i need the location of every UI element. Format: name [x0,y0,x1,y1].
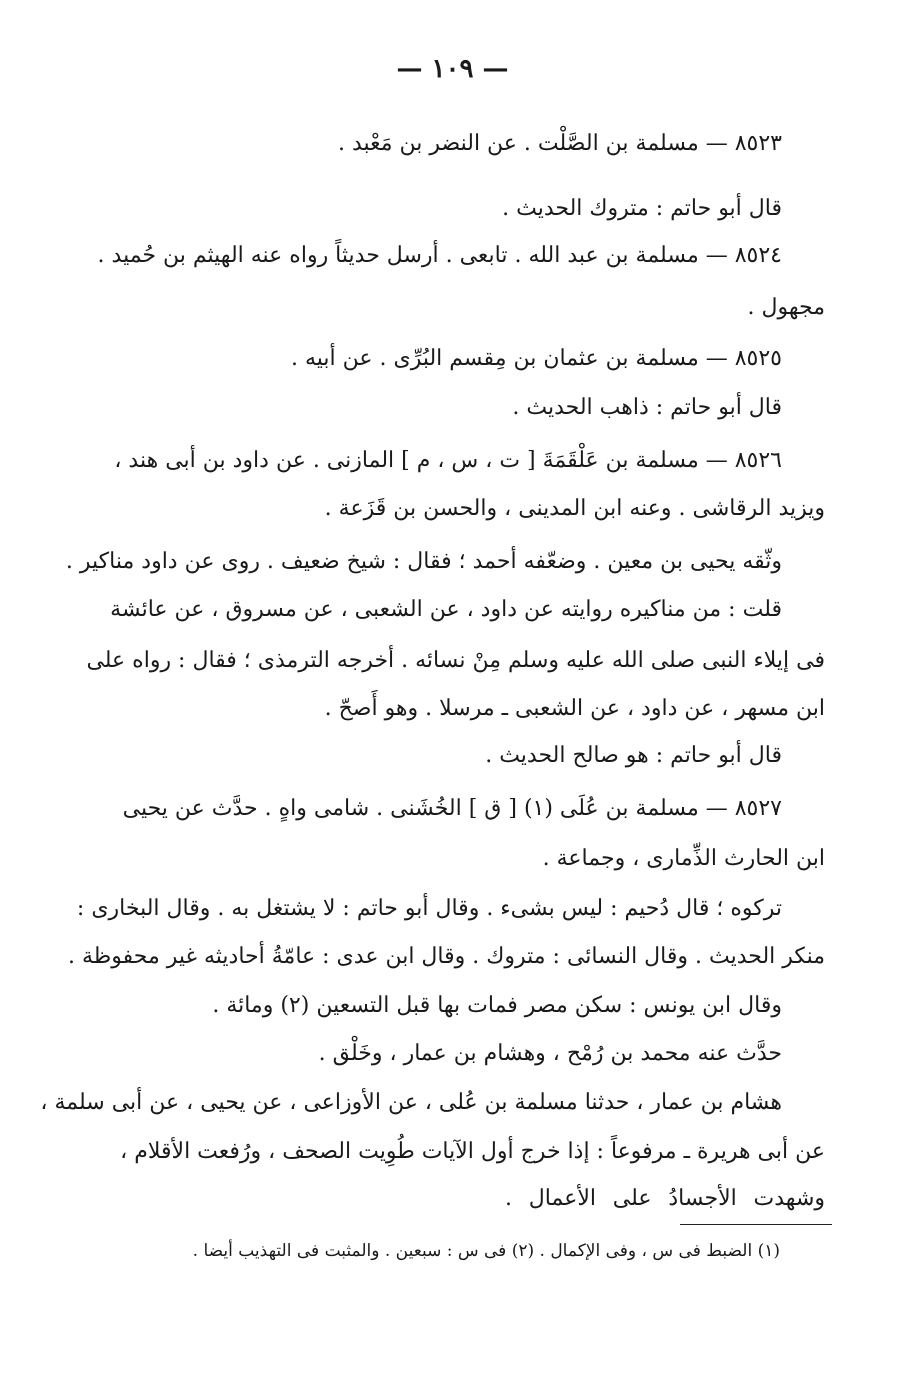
entry-8523-line: ٨٥٢٣ — مسلمة بن الصَّلْت . عن النضر بن مَعْبد . [337,131,782,156]
footnote-separator [680,1224,832,1225]
text-line: مجهول . [747,295,825,320]
hadith-text-line: عن أبى هريرة ـ مرفوعاً : إذا خرج أول الآيات طُوِيت الصحف ، ورُفعت الأقلام ، [120,1139,825,1164]
text-line: فى إيلاء النبى صلى الله عليه وسلم مِنْ نسائه . أخرجه الترمذى ؛ فقال : رواه على [86,648,825,673]
entry-8524-line: ٨٥٢٤ — مسلمة بن عبد الله . تابعى . أرسل حديثاً رواه عنه الهيثم بن حُميد . [97,243,782,268]
text-line: ويزيد الرقاشى . وعنه ابن المدينى ، والحسن بن قَزَعة . [324,496,825,521]
text-line: ابن الحارث الذِّمارى ، وجماعة . [542,846,825,871]
text-line: وقال ابن يونس : سكن مصر فمات بها قبل التسعين (٢) ومائة . [212,993,782,1018]
text-line: تركوه ؛ قال دُحيم : ليس بشىء . وقال أبو حاتم : لا يشتغل به . وقال البخارى : [76,896,782,921]
hadith-chain-line: هشام بن عمار ، حدثنا مسلمة بن عُلى ، عن الأوزاعى ، عن يحيى ، عن أبى سلمة ، [40,1090,782,1115]
text-line: ابن مسهر ، عن داود ، عن الشعبى ـ مرسلا . وهو أَصحّ . [324,696,825,721]
text-line: منكر الحديث . وقال النسائى : متروك . وقال ابن عدى : عامّةُ أحاديثه غير محفوظة . [67,944,825,969]
entry-8525-line: ٨٥٢٥ — مسلمة بن عثمان بن مِقسم البُرِّى . عن أبيه . [290,346,782,371]
text-line: قلت : من مناكيره روايته عن داود ، عن الشعبى ، عن مسروق ، عن عائشة [110,597,782,622]
text-line: قال أبو حاتم : هو صالح الحديث . [485,743,782,768]
entry-8526-line: ٨٥٢٦ — مسلمة بن عَلْقَمَةَ [ ت ، س ، م ] المازنى . عن داود بن أبى هند ، [114,448,782,473]
page-number: — ١٠٩ — [396,54,509,84]
footnotes: (١) الضبط فى س ، وفى الإكمال . (٢) فى س : سبعين . والمثبت فى التهذيب أيضا . [192,1241,780,1261]
text-line: حدَّث عنه محمد بن رُمْح ، وهشام بن عمار ، وخَلْق . [318,1041,782,1066]
text-line: وثّقه يحيى بن معين . وضعّفه أحمد ؛ فقال : شيخ ضعيف . روى عن داود مناكير . [65,549,782,574]
hadith-text-line: وشهدت الأجسادُ على الأعمال . [505,1186,825,1211]
text-line: قال أبو حاتم : ذاهب الحديث . [512,395,782,420]
text-line: قال أبو حاتم : متروك الحديث . [502,196,782,221]
entry-8527-line: ٨٥٢٧ — مسلمة بن عُلَى (١) [ ق ] الخُشَنى . شامى واهٍ . حدَّث عن يحيى [122,796,782,821]
